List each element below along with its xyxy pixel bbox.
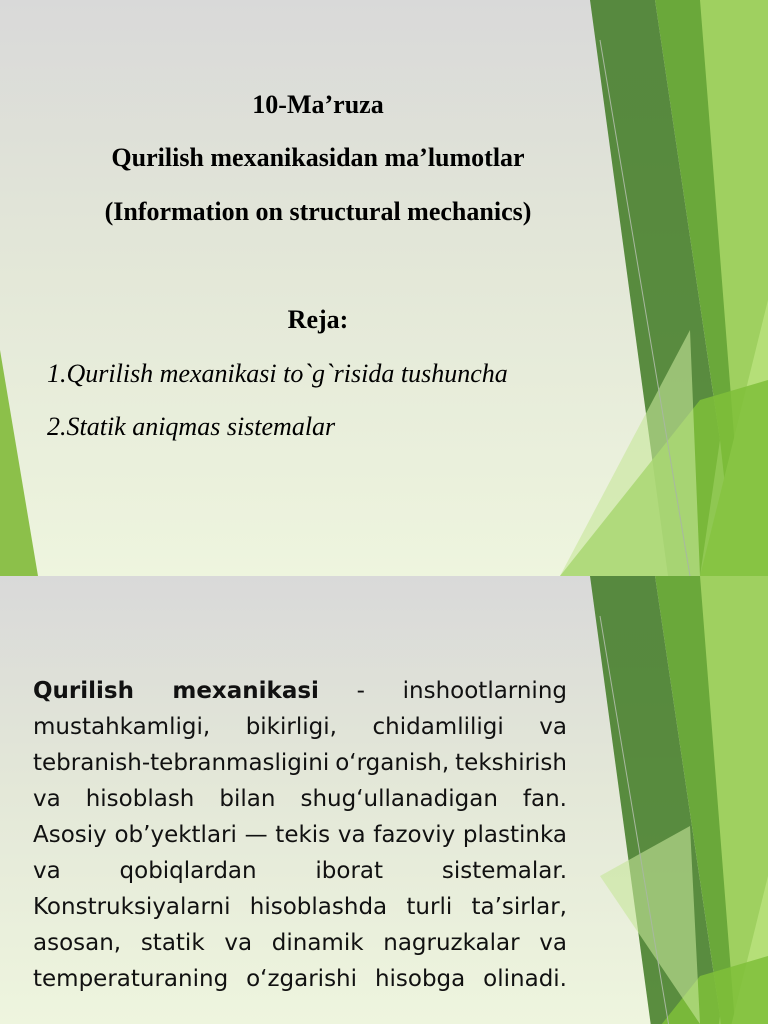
definition-term: Qurilish mexanikasi [33,678,319,704]
plan-heading: Reja: [287,305,349,334]
lecture-title-english: (Information on structural mechanics) [104,197,532,226]
lecture-title: Qurilish mexanikasidan ma’lumotlar [111,143,525,172]
definition-paragraph [33,673,567,997]
slide-2 [0,576,768,1024]
definition-text: - inshootlarning mustahkamligi, bikirligi, chidamliligi va tebranish-tebranmasligini o‘rganish, tekshirish va hisoblash bilan shug‘ullanadigan fan. Asosiy ob’yektlari — tekis va fazoviy plastinka va qobiqlardan iborat sistemalar. Konstruksiyalarni hisoblashda turli ta’sirlar, asosan, statik va dinamik nagruzkalar va temperaturaning o‘zgarishi hisobga olinadi. [33,678,568,992]
plan-item-1: 1.Qurilish mexanikasi to`g`risida tushuncha [47,359,508,388]
plan-item-2: 2.Statik aniqmas sistemalar [47,412,336,441]
lecture-number: 10-Ma’ruza [252,90,384,119]
